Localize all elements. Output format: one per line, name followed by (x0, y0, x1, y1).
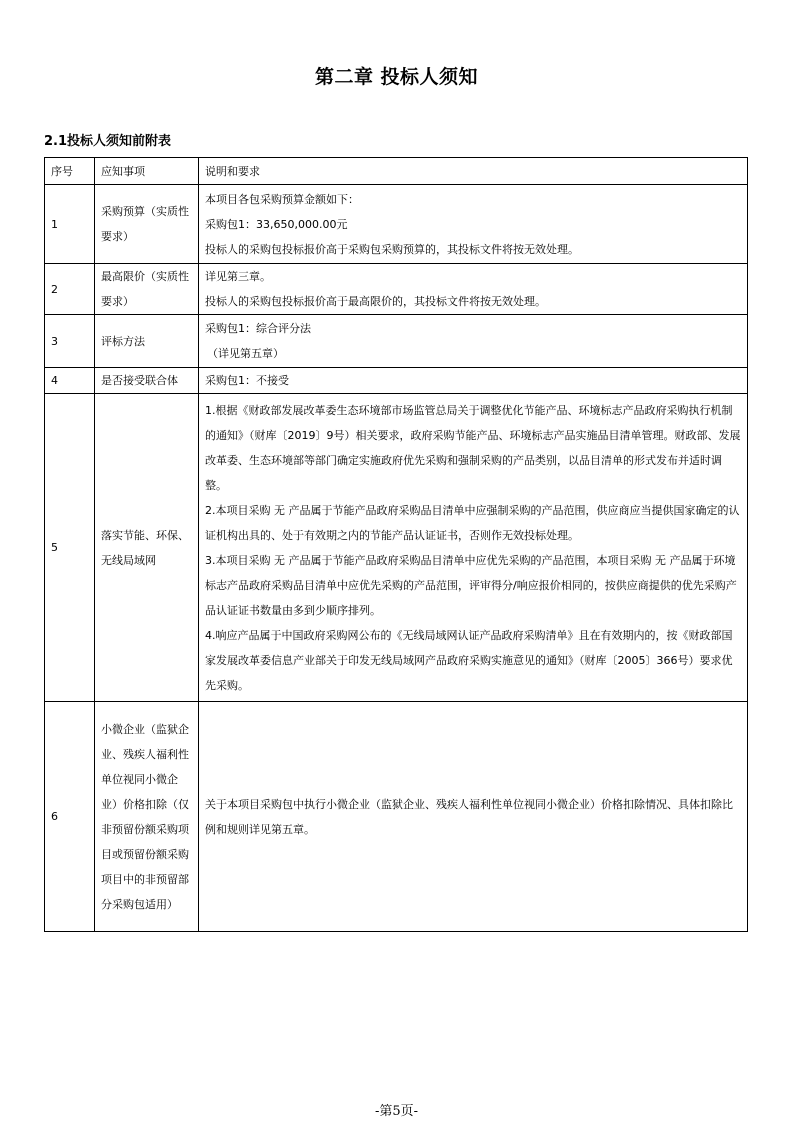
row-desc (199, 264, 748, 315)
desc-line: 采购包1：不接受 (205, 374, 289, 387)
desc-line: 详见第三章。 (205, 270, 271, 283)
row-no: 1 (45, 185, 95, 264)
table-row (45, 315, 748, 368)
row-desc (199, 368, 748, 394)
header-desc: 说明和要求 (199, 158, 748, 185)
desc-paragraph: 2.本项目采购 无 产品属于节能产品政府采购品目清单中应强制采购的产品范围，供应商应当提供国家确定的认证机构出具的、处于有效期之内的节能产品认证证书，否则作无效投标处理。 (205, 503, 740, 542)
row-no: 2 (45, 264, 95, 315)
desc-paragraph: 关于本项目采购包中执行小微企业（监狱企业、残疾人福利性单位视同小微企业）价格扣除情况、具体扣除比例和规则详见第五章。 (205, 797, 733, 836)
table-row (45, 368, 748, 394)
desc-line: （详见第五章） (207, 347, 284, 360)
desc-line: 投标人的采购包投标报价高于最高限价的，其投标文件将按无效处理。 (205, 295, 546, 308)
desc-line: 采购包1：33,650,000.00元 (205, 217, 348, 231)
desc-line: 本项目各包采购预算金额如下： (205, 192, 359, 206)
row-no: 5 (45, 394, 95, 702)
table-header-row (45, 158, 748, 185)
row-desc (199, 315, 748, 368)
desc-line: 采购包1：综合评分法 (205, 322, 311, 335)
table-row (45, 264, 748, 315)
row-no: 4 (45, 368, 95, 394)
row-desc (199, 185, 748, 264)
header-no: 序号 (45, 158, 95, 185)
row-desc (199, 702, 748, 932)
row-item: 小微企业（监狱企业、残疾人福利性单位视同小微企业）价格扣除（仅非预留份额采购项目或预留份额采购项目中的非预留部分采购包适用） (95, 702, 199, 932)
row-item: 是否接受联合体 (95, 368, 199, 394)
desc-line: 投标人的采购包投标报价高于采购包采购预算的，其投标文件将按无效处理。 (205, 242, 579, 256)
table-row (45, 185, 748, 264)
desc-paragraph: 4.响应产品属于中国政府采购网公布的《无线局域网认证产品政府采购清单》且在有效期内的，按《财政部国家发展改革委信息产业部关于印发无线局域网产品政府采购实施意见的通知》（财库〔2005〕366号）要求优先采购。 (205, 628, 733, 692)
row-item: 采购预算（实质性要求） (95, 185, 199, 264)
section-heading: 2.1投标人须知前附表 (44, 134, 172, 149)
table-row (45, 702, 748, 932)
page-number: -第5页- (374, 1104, 419, 1119)
desc-paragraph: 3.本项目采购 无 产品属于节能产品政府采购品目清单中应优先采购的产品范围，本项目采购 无 产品属于环境标志产品政府采购品目清单中应优先采购的产品范围，评审得分/响应报价相同的，按供应商提供的优先采购产品认证证书数量由多到少顺序排列。 (205, 553, 737, 617)
row-no: 6 (45, 702, 95, 932)
row-item: 最高限价（实质性要求） (95, 264, 199, 315)
row-item: 落实节能、环保、无线局域网 (95, 394, 199, 702)
bidder-notice-table (44, 157, 748, 932)
desc-paragraph: 1.根据《财政部发展改革委生态环境部市场监管总局关于调整优化节能产品、环境标志产品政府采购执行机制的通知》（财库〔2019〕9号）相关要求，政府采购节能产品、环境标志产品实施品目清单管理。财政部、发展改革委、生态环境部等部门确定实施政府优先采购和强制采购的产品类别，以品目清单的形式发布并适时调整。 (205, 403, 741, 492)
row-no: 3 (45, 315, 95, 368)
table-row (45, 394, 748, 702)
header-item: 应知事项 (95, 158, 199, 185)
row-item: 评标方法 (95, 315, 199, 368)
page-title: 第二章 投标人须知 (314, 66, 479, 88)
row-desc (199, 394, 748, 702)
